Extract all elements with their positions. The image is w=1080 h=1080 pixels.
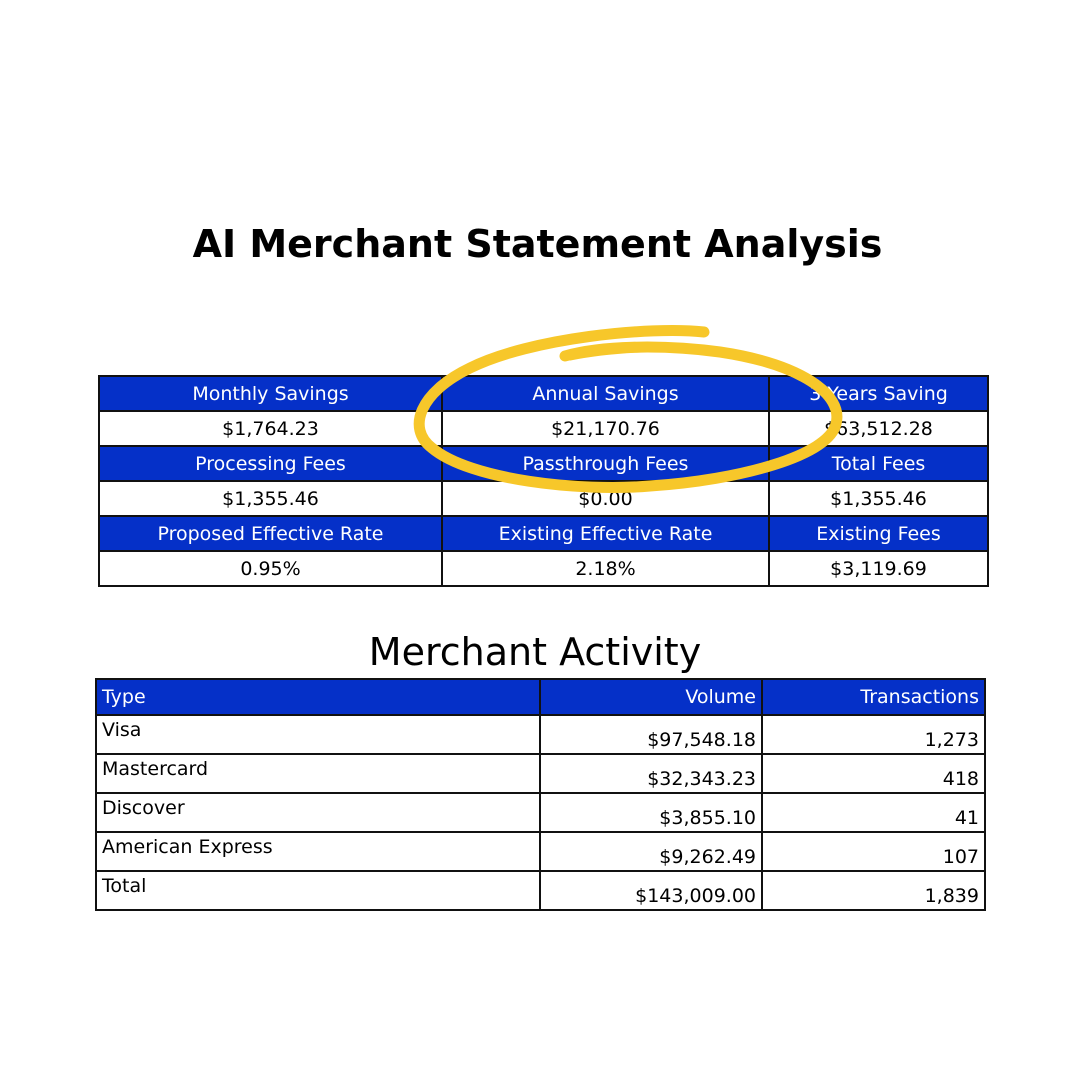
processing-fees-label: Processing Fees — [99, 446, 442, 481]
transactions-cell: 41 — [762, 793, 985, 832]
summary-value-row — [99, 481, 988, 516]
existing-fees-value: $3,119.69 — [769, 551, 988, 586]
card-type-cell: Total — [96, 871, 540, 910]
card-type-cell: Visa — [96, 715, 540, 754]
existing-effective-rate-label: Existing Effective Rate — [442, 516, 769, 551]
merchant-activity-table — [95, 678, 986, 911]
volume-cell: $97,548.18 — [540, 715, 762, 754]
volume-cell: $3,855.10 — [540, 793, 762, 832]
transactions-cell: 1,273 — [762, 715, 985, 754]
summary-value-row — [99, 551, 988, 586]
passthrough-fees-label: Passthrough Fees — [442, 446, 769, 481]
annual-savings-label: Annual Savings — [442, 376, 769, 411]
card-type-cell: Mastercard — [96, 754, 540, 793]
volume-cell: $143,009.00 — [540, 871, 762, 910]
summary-value-row — [99, 411, 988, 446]
transactions-cell: 418 — [762, 754, 985, 793]
monthly-savings-value: $1,764.23 — [99, 411, 442, 446]
summary-label-row — [99, 516, 988, 551]
volume-cell: $9,262.49 — [540, 832, 762, 871]
summary-label-row — [99, 446, 988, 481]
total-fees-value: $1,355.46 — [769, 481, 988, 516]
proposed-effective-rate-label: Proposed Effective Rate — [99, 516, 442, 551]
column-header-transactions: Transactions — [762, 679, 985, 715]
proposed-effective-rate-value: 0.95% — [99, 551, 442, 586]
card-type-cell: American Express — [96, 832, 540, 871]
summary-label-row — [99, 376, 988, 411]
transactions-cell: 107 — [762, 832, 985, 871]
passthrough-fees-value: $0.00 — [442, 481, 769, 516]
table-row — [96, 754, 985, 793]
volume-cell: $32,343.23 — [540, 754, 762, 793]
existing-effective-rate-value: 2.18% — [442, 551, 769, 586]
table-row-total — [96, 871, 985, 910]
total-fees-label: Total Fees — [769, 446, 988, 481]
column-header-type: Type — [96, 679, 540, 715]
table-row — [96, 793, 985, 832]
three-years-saving-value: $63,512.28 — [769, 411, 988, 446]
merchant-activity-title: Merchant Activity — [368, 630, 702, 674]
annual-savings-value: $21,170.76 — [442, 411, 769, 446]
three-years-saving-label: 3 Years Saving — [769, 376, 988, 411]
savings-summary-table — [98, 375, 989, 587]
page-title: AI Merchant Statement Analysis — [192, 222, 883, 266]
monthly-savings-label: Monthly Savings — [99, 376, 442, 411]
card-type-cell: Discover — [96, 793, 540, 832]
activity-header-row — [96, 679, 985, 715]
existing-fees-label: Existing Fees — [769, 516, 988, 551]
table-row — [96, 832, 985, 871]
transactions-cell: 1,839 — [762, 871, 985, 910]
processing-fees-value: $1,355.46 — [99, 481, 442, 516]
column-header-volume: Volume — [540, 679, 762, 715]
table-row — [96, 715, 985, 754]
